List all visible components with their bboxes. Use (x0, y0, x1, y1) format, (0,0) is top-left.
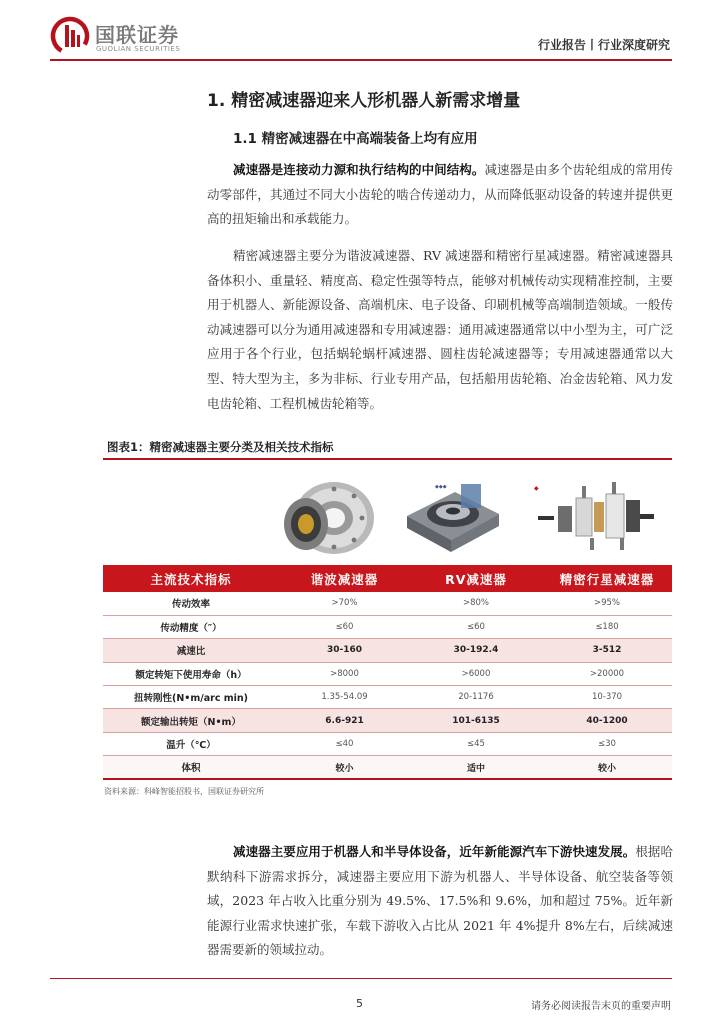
table-row (103, 662, 672, 685)
table-row-label: 额定输出转矩（N•m） (103, 709, 279, 732)
table-cell: 适中 (410, 756, 542, 779)
table-cell: 较小 (279, 756, 410, 779)
table-cell: >20000 (542, 662, 672, 685)
paragraph-2-text: 精密减速器主要分为谐波减速器、RV 减速器和精密行星减速器。精密减速器具备体积小、重量轻、精度高、稳定性强等特点，能够对机械传动实现精准控制，主要用于机器人、新能源设备、高端机床、电子设备、印刷机械等高端制造领域。一般传动减速器可以分为通用减速器和专用减速器：通用减速器通常以中小型为主，可广泛应用于各个行业，包括蜗轮蜗杆减速器、圆柱齿轮减速器等；专用减速器通常以大型、特大型为主，多为非标、行业专用产品，包括船用齿轮箱、冶金齿轮箱、风力发电齿轮箱、工程机械齿轮箱等。 (207, 248, 673, 411)
table-header-row (103, 565, 672, 592)
table-row-label: 减速比 (103, 639, 279, 662)
table-row (103, 615, 672, 638)
section-heading: 1. 精密减速器迎来人形机器人新需求增量 (207, 91, 521, 111)
footer-disclaimer: 请务必阅读报告末页的重要声明 (531, 1001, 671, 1012)
paragraph-3-text: 根据哈默纳科下游需求拆分，减速器主要应用下游为机器人、半导体设备、航空装备等领域，2023 年占收入比重分别为 49.5%、17.5%和 9.6%，加和超过 75%。近年新能源行业需求快速扩张，车载下游收入占比从 2021 年 4%提升 8%左右，后续减速器需要新的领域拉动。 (207, 844, 673, 958)
header-divider (50, 59, 672, 61)
table-cell: 101-6135 (410, 709, 542, 732)
company-logo (50, 16, 200, 60)
table-cell: >70% (279, 592, 410, 615)
table-cell: >80% (410, 592, 542, 615)
table-cell: 较小 (542, 756, 672, 779)
table-cell: 20-1176 (410, 686, 542, 709)
svg-text:◆◆◆: ◆◆◆ (435, 484, 447, 490)
paragraph-3-lead: 减速器主要应用于机器人和半导体设备，近年新能源汽车下游快速发展。 (233, 844, 636, 859)
table-header-cell: 主流技术指标 (103, 565, 279, 592)
table-cell: 3-512 (542, 639, 672, 662)
table-row-label: 传动精度（″） (103, 615, 279, 638)
rv-reducer-image (395, 476, 505, 558)
table-cell: >8000 (279, 662, 410, 685)
table-row-label: 扭转刚性(N•m/arc min) (103, 686, 279, 709)
table-header-cell: RV减速器 (410, 565, 542, 592)
table-row (103, 732, 672, 755)
table-cell: 40-1200 (542, 709, 672, 732)
table-cell: >95% (542, 592, 672, 615)
table-row (103, 639, 672, 662)
page-header (0, 0, 724, 62)
svg-text:◆: ◆ (534, 485, 539, 492)
table-row (103, 592, 672, 615)
spec-table (103, 565, 672, 780)
logo-text-en: GUOLIAN SECURITIES (96, 45, 181, 53)
table-row (103, 709, 672, 732)
logo-text-cn: 国联证券 (95, 23, 179, 47)
paragraph-3 (207, 840, 673, 963)
table-row-label: 传动效率 (103, 592, 279, 615)
table-cell: 1.35-54.09 (279, 686, 410, 709)
guolian-logo-icon (50, 16, 90, 56)
figure-title: 图表1：精密减速器主要分类及相关技术指标 (107, 440, 334, 454)
table-row-label: 额定转矩下使用寿命（h） (103, 662, 279, 685)
table-header-cell: 谐波减速器 (279, 565, 410, 592)
paragraph-1 (207, 158, 673, 232)
table-row (103, 756, 672, 779)
table-cell: ≤180 (542, 615, 672, 638)
table-cell: ≤60 (279, 615, 410, 638)
table-row-label: 温升（℃） (103, 732, 279, 755)
table-row (103, 686, 672, 709)
paragraph-1-text: 减速器是由多个齿轮组成的常用传动零部件，其通过不同大小齿轮的啮合传递动力，从而降低驱动设备的转速并提供更高的扭矩输出和承载能力。 (207, 162, 673, 227)
footer-divider (50, 978, 672, 979)
table-cell: ≤30 (542, 732, 672, 755)
page-number: 5 (356, 997, 363, 1010)
paragraph-2 (207, 244, 673, 416)
harmonic-reducer-image (272, 476, 382, 558)
report-type-label: 行业报告丨行业深度研究 (537, 38, 670, 52)
table-cell: 30-160 (279, 639, 410, 662)
table-cell: 30-192.4 (410, 639, 542, 662)
subsection-heading: 1.1 精密减速器在中高端装备上均有应用 (233, 131, 478, 147)
table-cell: ≤45 (410, 732, 542, 755)
table-cell: 10-370 (542, 686, 672, 709)
paragraph-1-lead: 减速器是连接动力源和执行结构的中间结构。 (233, 162, 485, 177)
table-cell: ≤40 (279, 732, 410, 755)
table-row-label: 体积 (103, 756, 279, 779)
figure-title-bar (103, 434, 672, 460)
table-cell: >6000 (410, 662, 542, 685)
table-cell: 6.6-921 (279, 709, 410, 732)
planetary-reducer-image (530, 476, 660, 558)
table-header-cell: 精密行星减速器 (542, 565, 672, 592)
figure-source: 资料来源：科峰智能招股书，国联证券研究所 (104, 787, 264, 796)
table-cell: ≤60 (410, 615, 542, 638)
